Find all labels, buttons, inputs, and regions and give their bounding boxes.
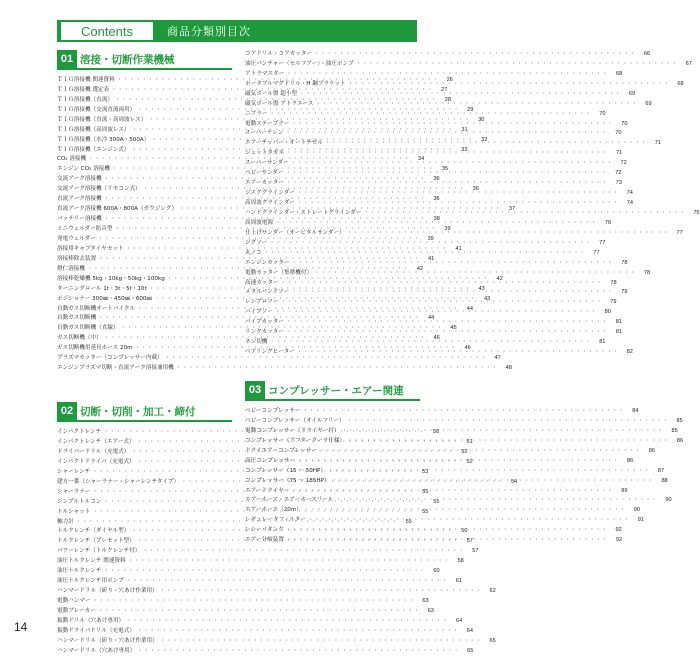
toc-entry-page: 38 <box>433 216 440 223</box>
toc-entry-name: ネジ切機 <box>245 339 268 346</box>
toc-entry-page: 63 <box>422 598 429 605</box>
toc-entry-page: 86 <box>648 447 655 454</box>
toc-entry[interactable] <box>57 587 496 597</box>
dot-leader <box>142 547 464 557</box>
toc-entry-name: ＴＩＧ溶接機（直流） <box>57 96 113 103</box>
dot-leader <box>137 627 459 637</box>
dot-leader <box>348 80 670 90</box>
toc-entry-page: 46 <box>464 345 471 352</box>
toc-entry-page: 44 <box>428 315 435 322</box>
toc-entry-name: ＴＩＧ溶接機（直流・高周波レス） <box>57 116 147 123</box>
toc-entry[interactable] <box>245 407 639 417</box>
dot-leader <box>93 597 415 607</box>
toc-entry-page: 55 <box>422 488 429 495</box>
toc-entry-page: 74 <box>626 190 633 197</box>
toc-entry-name: 仕上げサンダー（オービタルサンダー） <box>245 229 345 236</box>
section-number: 01 <box>57 50 77 68</box>
section-title: 切断・切削・加工・締付 <box>80 405 196 418</box>
toc-entry-name: 溶接用キャブタイヤセット <box>57 245 124 252</box>
toc-entry-page: 78 <box>610 279 617 286</box>
toc-entry-name: トルクレンチ（ダイヤル型） <box>57 528 130 535</box>
toc-entry-name: エアードライヤー <box>245 487 290 494</box>
toc-entry-name: ハンマードリル（斫り・穴あけ作業用） <box>57 637 158 644</box>
toc-entry-page: 26 <box>446 76 453 83</box>
toc-entry-name: エアーホース（20m） <box>245 507 302 514</box>
toc-entry-page: 88 <box>661 477 668 484</box>
toc-entry-name: エアー分岐装置 <box>245 537 284 544</box>
dot-leader <box>286 328 608 338</box>
dot-leader <box>297 348 619 358</box>
toc-entry-name: レシプロソー <box>245 299 279 306</box>
dot-leader <box>286 536 608 546</box>
dot-leader <box>336 496 658 506</box>
toc-entry-page: 39 <box>427 235 434 242</box>
dot-leader <box>126 617 448 627</box>
section-title: 溶接・切断作業機械 <box>80 53 175 66</box>
toc-entry-name: リンクカッター <box>245 329 284 336</box>
section-number: 02 <box>57 402 77 420</box>
section-header-03 <box>245 381 420 401</box>
toc-entry-page: 75 <box>693 209 700 216</box>
toc-entry-name: 高周波グラインダー <box>245 200 295 207</box>
section-number: 03 <box>245 381 265 399</box>
toc-entry-page: 46 <box>433 335 440 342</box>
toc-entry-name: ジスクグラインダー <box>245 190 295 197</box>
toc-entry-name: 溶接棒乾燥機 5kg・10kg・50kg・100kg <box>57 275 165 282</box>
dot-leader <box>314 269 636 279</box>
toc-entry-page: 74 <box>626 200 634 207</box>
toc-entry-name: バッテリー溶接機 <box>57 216 102 223</box>
toc-entry[interactable] <box>57 607 434 617</box>
toc-entry-name: アトラマスター <box>245 70 285 77</box>
toc-entry-page: 32 <box>481 136 488 143</box>
toc-entry-page: 31 <box>461 126 468 133</box>
toc-entry-page: 82 <box>626 349 633 356</box>
toc-entry-name: ＴＩＧ溶接機（高周波レス） <box>57 126 130 133</box>
toc-entry-name: ベビーコンプレッサー（オイルフリー） <box>245 417 345 424</box>
toc-entry-page: 28 <box>444 96 452 103</box>
toc-entry-page: 85 <box>676 417 683 424</box>
dot-leader <box>160 587 482 597</box>
toc-entry-name: 自動ガス切断機（直線） <box>57 325 119 332</box>
toc-entry-name: ガス切断機用延長ホース 20m <box>57 345 133 352</box>
toc-entry-page: 56 <box>461 528 468 535</box>
dot-leader <box>291 487 613 497</box>
toc-entry-name: パワーレンチ（トルクレンチ付） <box>57 548 141 555</box>
toc-entry-name: 自動ガス切断機オートバイクル <box>57 305 135 312</box>
toc-entry-page: 72 <box>615 170 622 177</box>
dot-leader <box>297 189 619 199</box>
toc-entry-page: 43 <box>478 285 485 292</box>
toc-entry-page: 79 <box>610 299 617 306</box>
toc-entry-page: 54 <box>510 478 518 485</box>
dot-leader <box>325 139 647 149</box>
toc-entry-name: 交流アーク溶接機 <box>57 176 102 183</box>
toc-entry-page: 72 <box>620 160 627 167</box>
toc-entry-name: スーパーサンダー <box>245 160 289 167</box>
toc-entry-page: 91 <box>637 517 644 524</box>
dot-leader <box>98 607 420 617</box>
toc-entry-page: 43 <box>483 295 491 302</box>
toc-entry[interactable] <box>57 597 429 607</box>
toc-entry-page: 55 <box>422 508 429 515</box>
dot-leader <box>342 427 664 437</box>
toc-entry-name: ハンマードリル（穴あけ専用） <box>57 647 136 654</box>
toc-entry-page: 48 <box>505 365 512 372</box>
toc-entry-name: ミニウェルダー防音型 <box>57 226 113 233</box>
toc-entry-name: 油圧トルクレンチ <box>57 568 102 575</box>
toc-entry-page: 66 <box>643 50 651 57</box>
dot-leader <box>281 279 603 289</box>
toc-entry-page: 81 <box>615 319 622 326</box>
toc-entry-page: 71 <box>654 140 661 147</box>
dot-leader <box>291 259 613 269</box>
toc-entry-name: ターニングロール 1t・3t・5t・10t <box>57 285 147 292</box>
dot-leader <box>291 159 613 169</box>
toc-entry-name: 油圧トルクレンチ用ポンプ <box>57 578 124 585</box>
toc-entry-name: 油圧パンチャー（セルフアー）・油圧ポンプ <box>245 60 354 67</box>
toc-entry-name: 電動ステープラー <box>245 120 290 127</box>
dot-leader <box>291 120 613 130</box>
toc-entry-name: 電動ブレーカー <box>57 607 96 614</box>
toc-entry-page: 36 <box>433 176 440 183</box>
toc-entry-name: ドライバードリル（充電式） <box>57 448 130 455</box>
toc-entry-page: 63 <box>427 607 434 614</box>
toc-entry[interactable] <box>57 637 496 647</box>
toc-entry-name: ベビーサンダー <box>245 170 284 177</box>
toc-entry-name: ベビーコンプレッサー <box>245 408 301 415</box>
toc-entry-page: 77 <box>593 249 600 256</box>
toc-entry-page: 76 <box>604 219 612 226</box>
contents-header <box>57 20 417 42</box>
toc-entry[interactable] <box>57 617 463 627</box>
toc-entry-name: エンジンカッター <box>245 259 290 266</box>
dot-leader <box>356 60 678 70</box>
toc-entry-page: 86 <box>626 457 634 464</box>
section-header-01 <box>57 50 232 70</box>
page-number: 14 <box>14 620 28 634</box>
dot-leader <box>347 229 669 239</box>
toc-entry-name: プラズマカッター（コンプレッサー内蔵） <box>57 355 163 362</box>
dot-leader <box>308 516 630 526</box>
dot-leader <box>319 447 641 457</box>
toc-entry-name: ドライエアーコンプレッサー <box>245 447 317 454</box>
toc-entry-page: 70 <box>599 110 606 117</box>
toc-entry-page: 68 <box>677 80 684 87</box>
toc-entry-page: 73 <box>615 180 622 187</box>
dot-leader <box>302 407 624 417</box>
toc-entry-name: 磁気ボール盤 アトラエース <box>245 100 314 107</box>
toc-entry-name: コンプレッサー（15 ～ 50HP） <box>245 467 327 474</box>
dot-leader <box>299 90 621 100</box>
toc-entry-name: コンプレッサー（アフタークーラ仕様） <box>245 437 346 444</box>
toc-entry-page: 57 <box>472 548 479 555</box>
dot-leader <box>280 298 602 308</box>
toc-entry-page: 79 <box>621 289 628 296</box>
toc-entry-name: シャーラナー <box>57 488 91 495</box>
toc-entry-page: 53 <box>422 468 429 475</box>
toc-entry-name: 燈仁溶接機 <box>57 265 85 272</box>
toc-entry-page: 50 <box>433 429 440 436</box>
dot-leader <box>304 506 626 516</box>
toc-entry-name: パイプソー <box>245 309 273 316</box>
toc-entry-name: 高速カッター <box>245 279 279 286</box>
dot-leader <box>285 129 607 139</box>
toc-entry-name: ＴＩＧ溶接機 選定表 <box>57 86 110 93</box>
toc-entry-page: 67 <box>685 60 692 67</box>
toc-entry-name: 高圧コンプレッサー <box>245 457 296 464</box>
dot-leader <box>137 647 459 657</box>
toc-entry-page: 35 <box>441 166 449 173</box>
toc-entry-name: スーパーケレン <box>245 130 284 137</box>
toc-entry[interactable] <box>245 50 651 60</box>
toc-entry-page: 34 <box>417 156 425 163</box>
toc-entry-page: 41 <box>455 245 462 252</box>
toc-entry-name: ＴＩＧ溶接機（水冷 300A・500A） <box>57 136 150 143</box>
toc-entry-page: 37 <box>508 206 516 213</box>
toc-entry-name: コンプレッサー（75 ～ 185HP） <box>245 477 330 484</box>
toc-entry-page: 69 <box>645 100 652 107</box>
toc-entry-page: 84 <box>632 408 639 415</box>
toc-entry-name: 磁気ボール盤 超小型 <box>245 90 298 97</box>
toc-entry-page: 27 <box>440 86 448 93</box>
dot-leader <box>269 110 591 120</box>
toc-entry-page: 29 <box>467 106 474 113</box>
dot-leader <box>328 467 650 477</box>
contents-tab: Contents <box>61 22 153 40</box>
toc-entry-name: ニブラー <box>245 110 268 117</box>
toc-entry-page: 62 <box>489 588 496 595</box>
toc-entry-page: 57 <box>466 538 473 545</box>
toc-entry-name: 建方一番（シャーラナー・シャーレンチタイプ） <box>57 478 180 485</box>
toc-entry-name: 電動ハンマー <box>57 598 91 605</box>
dot-leader <box>347 437 669 447</box>
toc-entry-page: 80 <box>604 309 611 316</box>
toc-entry-name: インパクトドライバ（充電式） <box>57 458 135 465</box>
dot-leader <box>286 70 608 80</box>
toc-entry-name: エンジンプラズマ切断・直流アーク溶接兼用機 <box>57 365 174 372</box>
toc-entry-page: 86 <box>676 437 684 444</box>
dot-leader <box>314 50 636 60</box>
toc-entry-name: 交流アーク溶接機（リモコン式） <box>57 186 141 193</box>
toc-entry-page: 87 <box>657 467 665 474</box>
toc-entry-name: シンプルトルコン <box>57 498 102 505</box>
toc-entry-page: 42 <box>496 275 503 282</box>
toc-entry-page: 52 <box>461 448 468 455</box>
toc-entry-page: 70 <box>621 120 628 127</box>
toc-entry-name: ジェットタガネ <box>245 150 285 157</box>
dot-leader <box>128 557 450 567</box>
section-header-02 <box>57 402 232 422</box>
toc-entry-name: コアドリル・コアカッター <box>245 50 313 57</box>
toc-entry-name: メタルバンドソー <box>245 289 290 296</box>
dot-leader <box>126 577 448 587</box>
dot-leader <box>269 338 591 348</box>
dot-leader <box>269 239 591 249</box>
toc-entry-page: 61 <box>455 578 462 585</box>
dot-leader <box>363 209 685 219</box>
toc-entry-page: 68 <box>616 70 623 77</box>
toc-entry-page: 81 <box>599 339 606 346</box>
toc-entry-page: 30 <box>478 116 485 123</box>
toc-entry[interactable] <box>57 577 462 587</box>
toc-entry-name: ガス切断機（中） <box>57 335 102 342</box>
dot-leader <box>275 308 597 318</box>
toc-entry-page: 71 <box>615 150 623 157</box>
toc-entry-page: 77 <box>676 229 683 236</box>
toc-entry-name: エアーホース・エアーホースリール <box>245 497 334 504</box>
toc-entry[interactable] <box>57 547 479 557</box>
dot-leader <box>347 417 669 427</box>
toc-entry-name: ＴＩＧ溶接機 関連資料 <box>57 76 115 83</box>
toc-entry-name: ハンマードリル（斫り・穴あけ作業用） <box>57 588 158 595</box>
toc-entry-name: 丸ノコ <box>245 249 262 256</box>
toc-entry-name: 高周波電源 <box>245 219 273 226</box>
toc-entry-name: 発電ウェルダー <box>57 235 96 242</box>
toc-entry-name: 油圧トルクレンチ 関連資料 <box>57 558 126 565</box>
toc-entry-page: 58 <box>457 558 464 565</box>
dot-leader <box>291 288 613 298</box>
dot-leader <box>160 637 482 647</box>
dot-leader <box>286 318 608 328</box>
dot-leader <box>286 179 608 189</box>
toc-entry-name: CO₂ 溶接機 <box>57 156 87 163</box>
dot-leader <box>286 149 608 159</box>
toc-entry[interactable] <box>245 516 644 526</box>
toc-entry[interactable] <box>57 567 440 577</box>
toc-entry-name: 直流アーク溶接機 <box>57 196 102 203</box>
dot-leader <box>285 169 607 179</box>
dot-leader <box>297 457 619 467</box>
toc-entry-page: 64 <box>466 627 473 634</box>
toc-entry-page: 41 <box>428 255 435 262</box>
toc-entry-page: 45 <box>450 325 457 332</box>
toc-entry-name: 電動カッター（集塵機付） <box>245 269 313 276</box>
dot-leader <box>275 219 597 229</box>
toc-entry-name: トルシャット <box>57 508 91 515</box>
toc-entry-page: 60 <box>433 568 440 575</box>
toc-entry-page: 89 <box>621 487 628 494</box>
toc-entry-name: エアーカッター <box>245 180 284 187</box>
toc-entry-page: 55 <box>405 518 412 525</box>
toc-entry-name: エンジン CO₂ 溶接機 <box>57 166 110 173</box>
toc-entry-name: 溶接棒除去装置 <box>57 255 97 262</box>
toc-entry-page: 47 <box>494 355 501 362</box>
header-title: 商品分類別目次 <box>167 25 251 38</box>
toc-entry-page: 33 <box>461 146 468 153</box>
toc-entry-page: 55 <box>433 498 440 505</box>
dot-leader <box>316 100 638 110</box>
toc-entry-page: 69 <box>628 90 636 97</box>
toc-entry-page: 70 <box>615 130 622 137</box>
toc-entry-page: 77 <box>599 239 606 246</box>
toc-entry-name: エアーチッパー・オートチゼル <box>245 140 323 147</box>
toc-entry-name: ベアリングヒーター <box>245 349 295 356</box>
toc-entry-page: 52 <box>466 458 473 465</box>
toc-entry-name: ポジショナー 300㎜・450㎜・600㎜ <box>57 295 153 302</box>
dot-leader <box>297 199 619 209</box>
toc-entry[interactable] <box>57 364 512 374</box>
toc-entry-page: 51 <box>466 439 473 446</box>
toc-entry-page: 36 <box>472 186 479 193</box>
toc-entry-page: 65 <box>467 647 474 654</box>
toc-entry-page: 64 <box>455 617 463 624</box>
toc-entry-name: インパクトレンチ（エアー式） <box>57 439 135 446</box>
toc-entry-page: 36 <box>433 196 440 203</box>
toc-entry[interactable] <box>245 60 692 70</box>
toc-entry-page: 90 <box>633 507 640 514</box>
toc-entry-name: ジグソー <box>245 239 268 246</box>
toc-entry-name: ＴＩＧ溶接機（エンジン式） <box>57 146 130 153</box>
toc-entry-name: トルクレンチ（プレセット型） <box>57 538 135 545</box>
toc-entry-name: シャーレンチ <box>57 468 91 475</box>
toc-entry-name: ポータブルマグドリル・H 鋼ブラケット <box>245 80 346 87</box>
toc-entry-name: 自動ガス切断機 <box>57 315 97 322</box>
toc-entry-page: 39 <box>444 226 451 233</box>
toc-entry[interactable] <box>57 557 464 567</box>
toc-entry-page: 78 <box>621 259 628 266</box>
toc-entry[interactable] <box>57 627 473 637</box>
toc-entry[interactable] <box>57 647 474 657</box>
toc-entry-name: 軸力計 <box>57 518 74 525</box>
toc-entry-name: ハンドグラインダー・ストレートグラインダー <box>245 209 362 216</box>
toc-entry-page: 92 <box>615 527 622 534</box>
toc-entry[interactable] <box>57 354 501 364</box>
toc-entry-name: 直流アーク溶接機 600A・800A（ガウジング） <box>57 206 178 213</box>
toc-entry-page: 81 <box>615 329 623 336</box>
toc-entry-page: 85 <box>671 427 678 434</box>
toc-entry-name: 振動ドライバドリル（充電式） <box>57 627 135 634</box>
toc-entry-page: 90 <box>665 497 672 504</box>
toc-entry-page: 44 <box>466 305 473 312</box>
toc-entry-page: 42 <box>416 265 424 272</box>
toc-entry-name: レギュレータフィルター <box>245 517 306 524</box>
dot-leader <box>332 477 654 487</box>
toc-entry[interactable] <box>245 417 683 427</box>
toc-entry-name: レシーバタンク <box>245 527 284 534</box>
dot-leader <box>264 249 586 259</box>
toc-entry-name: 振動ドリル（穴あけ専用） <box>57 617 125 624</box>
toc-entry-name: ＴＩＧ溶接機（交流直流両用） <box>57 106 136 113</box>
toc-entry-name: インパクトレンチ <box>57 429 102 436</box>
toc-entry-name: パイプカッター <box>245 319 284 326</box>
toc-entry-page: 92 <box>615 537 623 544</box>
toc-entry-name: 電動コンプレッサー（ドライヤー付） <box>245 427 340 434</box>
section-title: コンプレッサー・エアー関連 <box>268 384 404 397</box>
toc-entry-page: 78 <box>643 269 651 276</box>
dot-leader <box>104 567 426 577</box>
dot-leader <box>286 526 608 536</box>
toc-entry-page: 65 <box>489 637 496 644</box>
